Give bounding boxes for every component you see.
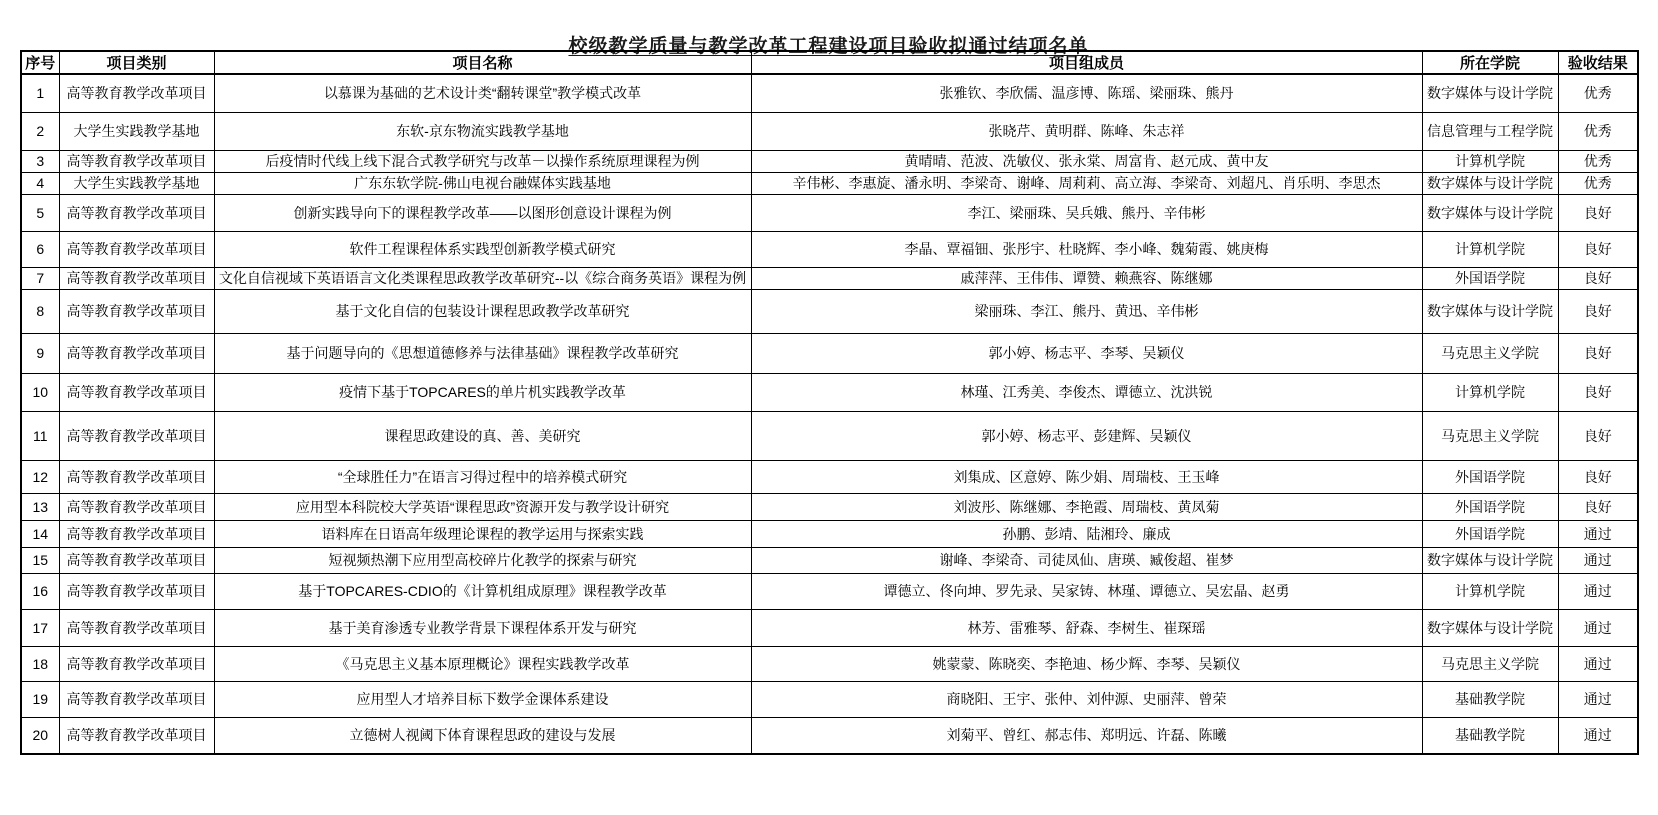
cell-members: 张晓芹、黄明群、陈峰、朱志祥 <box>751 112 1422 150</box>
cell-college: 基础教学院 <box>1422 681 1558 717</box>
cell-category: 高等教育教学改革项目 <box>59 681 214 717</box>
cell-category: 高等教育教学改革项目 <box>59 547 214 573</box>
cell-result: 良好 <box>1558 460 1638 493</box>
cell-college: 马克思主义学院 <box>1422 646 1558 681</box>
cell-project-name: 软件工程课程体系实践型创新教学模式研究 <box>214 231 751 267</box>
cell-result: 通过 <box>1558 681 1638 717</box>
header-category: 项目类别 <box>59 51 214 74</box>
cell-project-name: 后疫情时代线上线下混合式教学研究与改革－以操作系统原理课程为例 <box>214 150 751 172</box>
cell-no: 11 <box>21 411 59 460</box>
table-row <box>21 333 1638 373</box>
table-row <box>21 460 1638 493</box>
cell-members: 林瑾、江秀美、李俊杰、谭德立、沈洪锐 <box>751 373 1422 411</box>
cell-no: 9 <box>21 333 59 373</box>
header-project-name: 项目名称 <box>214 51 751 74</box>
table-row <box>21 150 1638 172</box>
cell-project-name: 应用型人才培养目标下数学金课体系建设 <box>214 681 751 717</box>
cell-project-name: 基于问题导向的《思想道德修养与法律基础》课程教学改革研究 <box>214 333 751 373</box>
cell-project-name: 语料库在日语高年级理论课程的教学运用与探索实践 <box>214 520 751 547</box>
cell-result: 良好 <box>1558 289 1638 333</box>
cell-college: 外国语学院 <box>1422 267 1558 289</box>
cell-college: 马克思主义学院 <box>1422 333 1558 373</box>
cell-result: 通过 <box>1558 646 1638 681</box>
cell-members: 李江、梁丽珠、吴兵娥、熊丹、辛伟彬 <box>751 194 1422 231</box>
table-row <box>21 267 1638 289</box>
cell-college: 信息管理与工程学院 <box>1422 112 1558 150</box>
cell-members: 谭德立、佟向坤、罗先录、吴家铸、林瑾、谭德立、吴宏晶、赵勇 <box>751 573 1422 609</box>
cell-college: 数字媒体与设计学院 <box>1422 289 1558 333</box>
cell-project-name: 《马克思主义基本原理概论》课程实践教学改革 <box>214 646 751 681</box>
table-row <box>21 646 1638 681</box>
cell-no: 10 <box>21 373 59 411</box>
cell-members: 孙鹏、彭靖、陆湘玲、廉成 <box>751 520 1422 547</box>
cell-result: 优秀 <box>1558 150 1638 172</box>
cell-category: 高等教育教学改革项目 <box>59 717 214 754</box>
table-row <box>21 681 1638 717</box>
table-row <box>21 717 1638 754</box>
cell-result: 良好 <box>1558 231 1638 267</box>
cell-project-name: 疫情下基于TOPCARES的单片机实践教学改革 <box>214 373 751 411</box>
cell-result: 通过 <box>1558 547 1638 573</box>
cell-college: 数字媒体与设计学院 <box>1422 74 1558 112</box>
cell-members: 商晓阳、王宇、张仲、刘仲源、史丽萍、曾荣 <box>751 681 1422 717</box>
table-row <box>21 231 1638 267</box>
cell-no: 8 <box>21 289 59 333</box>
cell-result: 良好 <box>1558 194 1638 231</box>
cell-category: 高等教育教学改革项目 <box>59 646 214 681</box>
cell-category: 高等教育教学改革项目 <box>59 609 214 646</box>
cell-members: 刘波彤、陈继娜、李艳霞、周瑞枝、黄凤菊 <box>751 493 1422 520</box>
cell-no: 20 <box>21 717 59 754</box>
cell-project-name: 短视频热潮下应用型高校碎片化教学的探索与研究 <box>214 547 751 573</box>
cell-college: 外国语学院 <box>1422 520 1558 547</box>
cell-category: 高等教育教学改革项目 <box>59 267 214 289</box>
cell-category: 高等教育教学改革项目 <box>59 74 214 112</box>
header-row <box>21 51 1638 74</box>
table-row <box>21 289 1638 333</box>
cell-result: 优秀 <box>1558 74 1638 112</box>
cell-members: 梁丽珠、李江、熊丹、黄迅、辛伟彬 <box>751 289 1422 333</box>
cell-college: 马克思主义学院 <box>1422 411 1558 460</box>
cell-category: 大学生实践教学基地 <box>59 172 214 194</box>
cell-category: 高等教育教学改革项目 <box>59 493 214 520</box>
header-members: 项目组成员 <box>751 51 1422 74</box>
cell-no: 16 <box>21 573 59 609</box>
cell-no: 5 <box>21 194 59 231</box>
cell-no: 3 <box>21 150 59 172</box>
cell-no: 18 <box>21 646 59 681</box>
table-row <box>21 74 1638 112</box>
cell-college: 数字媒体与设计学院 <box>1422 609 1558 646</box>
cell-category: 高等教育教学改革项目 <box>59 231 214 267</box>
cell-members: 刘菊平、曾红、郝志伟、郑明远、许磊、陈曦 <box>751 717 1422 754</box>
cell-members: 李晶、覃福钿、张彤宇、杜晓辉、李小峰、魏菊霞、姚庚梅 <box>751 231 1422 267</box>
table-row <box>21 194 1638 231</box>
table-row <box>21 112 1638 150</box>
cell-project-name: 以慕课为基础的艺术设计类“翻转课堂”教学模式改革 <box>214 74 751 112</box>
cell-category: 高等教育教学改革项目 <box>59 520 214 547</box>
cell-category: 高等教育教学改革项目 <box>59 460 214 493</box>
cell-members: 郭小婷、杨志平、李琴、吴颖仪 <box>751 333 1422 373</box>
cell-project-name: 基于美育渗透专业教学背景下课程体系开发与研究 <box>214 609 751 646</box>
cell-project-name: 基于TOPCARES-CDIO的《计算机组成原理》课程教学改革 <box>214 573 751 609</box>
cell-college: 计算机学院 <box>1422 231 1558 267</box>
header-result: 验收结果 <box>1558 51 1638 74</box>
cell-no: 4 <box>21 172 59 194</box>
cell-result: 良好 <box>1558 333 1638 373</box>
cell-no: 6 <box>21 231 59 267</box>
cell-college: 数字媒体与设计学院 <box>1422 547 1558 573</box>
cell-result: 良好 <box>1558 267 1638 289</box>
cell-no: 17 <box>21 609 59 646</box>
cell-no: 13 <box>21 493 59 520</box>
cell-category: 大学生实践教学基地 <box>59 112 214 150</box>
cell-college: 外国语学院 <box>1422 493 1558 520</box>
cell-project-name: 应用型本科院校大学英语“课程思政”资源开发与教学设计研究 <box>214 493 751 520</box>
cell-result: 优秀 <box>1558 172 1638 194</box>
cell-result: 通过 <box>1558 717 1638 754</box>
cell-project-name: “全球胜任力”在语言习得过程中的培养模式研究 <box>214 460 751 493</box>
cell-category: 高等教育教学改革项目 <box>59 289 214 333</box>
cell-category: 高等教育教学改革项目 <box>59 373 214 411</box>
cell-no: 2 <box>21 112 59 150</box>
page-title-text: 校级教学质量与教学改革工程建设项目验收拟通过结项名单 <box>568 36 1089 57</box>
cell-project-name: 东软-京东物流实践教学基地 <box>214 112 751 150</box>
cell-members: 谢峰、李梁奇、司徒凤仙、唐瑛、臧俊超、崔梦 <box>751 547 1422 573</box>
cell-members: 戚萍萍、王伟伟、谭赞、赖燕容、陈继娜 <box>751 267 1422 289</box>
cell-category: 高等教育教学改革项目 <box>59 411 214 460</box>
cell-college: 计算机学院 <box>1422 573 1558 609</box>
cell-result: 通过 <box>1558 520 1638 547</box>
cell-result: 良好 <box>1558 493 1638 520</box>
cell-no: 7 <box>21 267 59 289</box>
table-row <box>21 547 1638 573</box>
cell-result: 优秀 <box>1558 112 1638 150</box>
cell-college: 数字媒体与设计学院 <box>1422 194 1558 231</box>
table-row <box>21 520 1638 547</box>
projects-table <box>20 50 1639 755</box>
cell-no: 1 <box>21 74 59 112</box>
table-row <box>21 411 1638 460</box>
cell-result: 良好 <box>1558 411 1638 460</box>
cell-project-name: 课程思政建设的真、善、美研究 <box>214 411 751 460</box>
cell-project-name: 基于文化自信的包装设计课程思政教学改革研究 <box>214 289 751 333</box>
header-no: 序号 <box>21 51 59 74</box>
cell-members: 刘集成、区意婷、陈少娟、周瑞枝、王玉峰 <box>751 460 1422 493</box>
table-header <box>21 51 1638 74</box>
table-row <box>21 493 1638 520</box>
cell-result: 通过 <box>1558 573 1638 609</box>
cell-category: 高等教育教学改革项目 <box>59 150 214 172</box>
cell-members: 辛伟彬、李惠旋、潘永明、李梁奇、谢峰、周莉莉、高立海、李梁奇、刘超凡、肖乐明、李思杰 <box>751 172 1422 194</box>
cell-project-name: 文化自信视域下英语语言文化类课程思政教学改革研究--以《综合商务英语》课程为例 <box>214 267 751 289</box>
cell-no: 15 <box>21 547 59 573</box>
cell-college: 外国语学院 <box>1422 460 1558 493</box>
table-row <box>21 609 1638 646</box>
cell-no: 12 <box>21 460 59 493</box>
cell-members: 张雅钦、李欣儒、温彦博、陈瑶、梁丽珠、熊丹 <box>751 74 1422 112</box>
header-college: 所在学院 <box>1422 51 1558 74</box>
cell-no: 19 <box>21 681 59 717</box>
cell-project-name: 创新实践导向下的课程教学改革——以图形创意设计课程为例 <box>214 194 751 231</box>
table-row <box>21 573 1638 609</box>
cell-result: 良好 <box>1558 373 1638 411</box>
table-row <box>21 373 1638 411</box>
cell-college: 基础教学院 <box>1422 717 1558 754</box>
cell-members: 姚蒙蒙、陈晓奕、李艳迪、杨少辉、李琴、吴颖仪 <box>751 646 1422 681</box>
cell-project-name: 广东东软学院-佛山电视台融媒体实践基地 <box>214 172 751 194</box>
cell-category: 高等教育教学改革项目 <box>59 333 214 373</box>
cell-members: 郭小婷、杨志平、彭建辉、吴颖仪 <box>751 411 1422 460</box>
cell-college: 数字媒体与设计学院 <box>1422 172 1558 194</box>
cell-college: 计算机学院 <box>1422 150 1558 172</box>
cell-project-name: 立德树人视阈下体育课程思政的建设与发展 <box>214 717 751 754</box>
cell-category: 高等教育教学改革项目 <box>59 194 214 231</box>
cell-no: 14 <box>21 520 59 547</box>
cell-members: 林芳、雷雅琴、舒森、李树生、崔琛瑶 <box>751 609 1422 646</box>
cell-category: 高等教育教学改革项目 <box>59 573 214 609</box>
cell-members: 黄晴晴、范波、冼敏仪、张永棠、周富肯、赵元成、黄中友 <box>751 150 1422 172</box>
cell-result: 通过 <box>1558 609 1638 646</box>
table-body <box>21 74 1638 754</box>
table-row <box>21 172 1638 194</box>
cell-college: 计算机学院 <box>1422 373 1558 411</box>
